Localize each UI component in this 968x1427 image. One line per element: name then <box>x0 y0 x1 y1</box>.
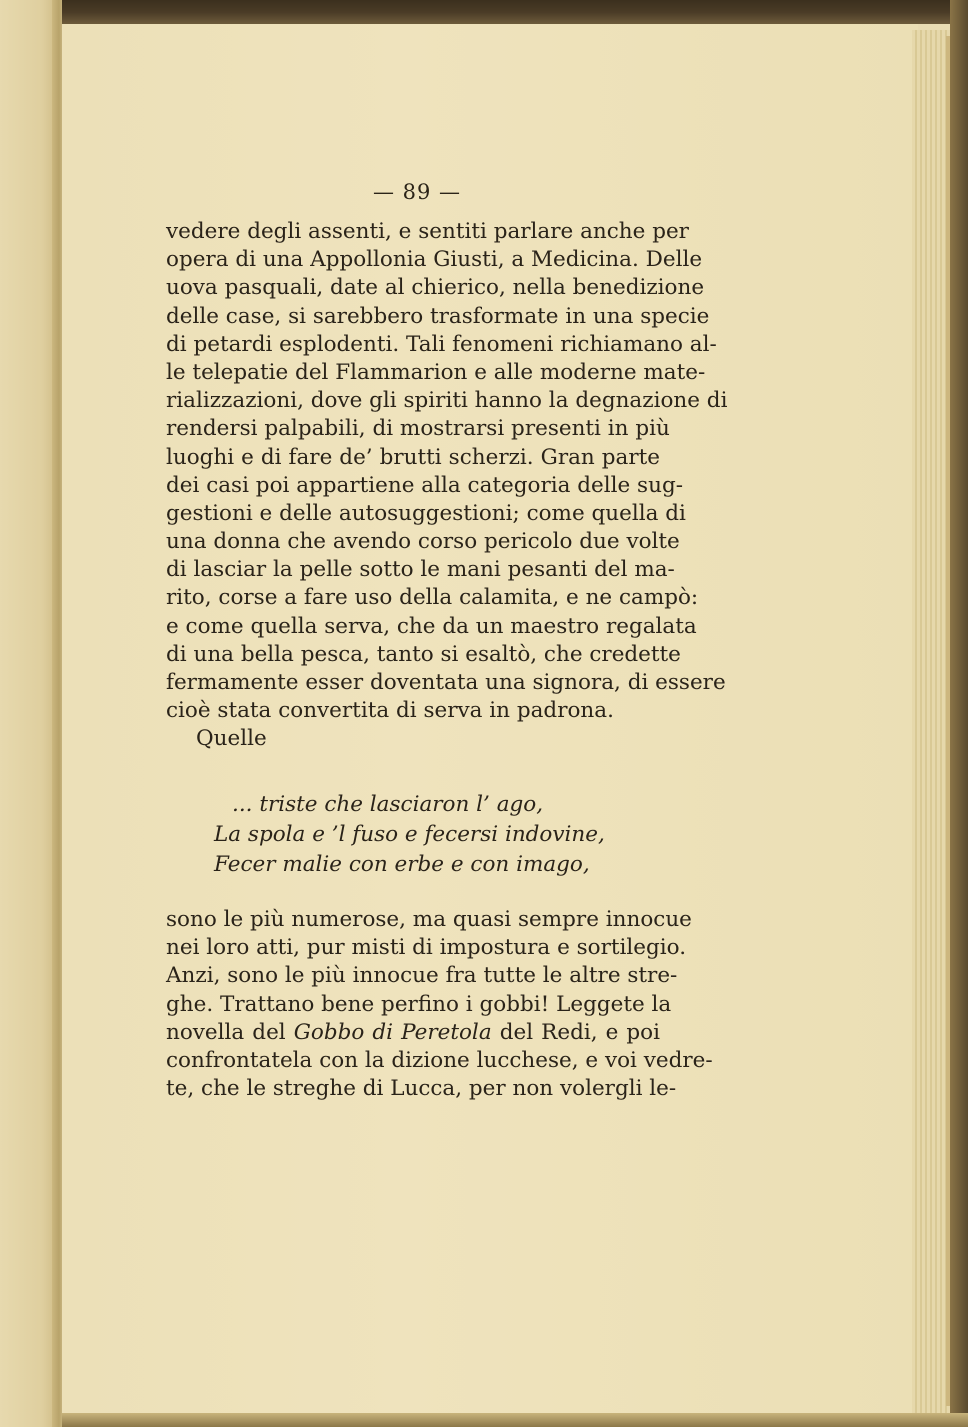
text-line: delle case, si sarebbero trasformate in una specie <box>166 303 710 329</box>
work-title: Gobbo di Peretola <box>293 1019 492 1045</box>
text-line: rializzazioni, dove gli spiriti hanno la degnazione di <box>166 388 728 414</box>
text-line <box>166 1019 660 1047</box>
text-line: le telepatie del Flammarion e alle moderne mate- <box>166 359 706 385</box>
text-line: di una bella pesca, tanto si esaltò, che credette <box>166 641 681 667</box>
text-line: rendersi palpabili, di mostrarsi presenti in più <box>166 416 670 442</box>
right-background <box>950 0 968 1427</box>
text-line: uova pasquali, date al chierico, nella benedizione <box>166 275 705 301</box>
text-line: di lasciar la pelle sotto le mani pesanti del ma- <box>166 557 675 583</box>
bottom-edge <box>62 1413 968 1427</box>
text-line: vedere degli assenti, e sentiti parlare anche per <box>166 219 689 244</box>
text-line: e come quella serva, che da un maestro regalata <box>166 613 697 639</box>
text-segment: novella del <box>166 1019 294 1045</box>
left-page-edge <box>0 0 60 1427</box>
text-line: sono le più numerose, ma quasi sempre innocue <box>166 907 692 932</box>
verse-line: Fecer malie con erbe e con imago, <box>214 852 590 877</box>
text-line: rito, corse a fare uso della calamita, e ne campò: <box>166 585 699 611</box>
text-line: gestioni e delle autosuggestioni; come quella di <box>166 500 686 526</box>
text-line: luoghi e di fare de’ brutti scherzi. Gran parte <box>166 444 660 470</box>
text-line: confrontatela con la dizione lucchese, e voi vedre- <box>166 1047 713 1073</box>
verse-quote <box>214 790 654 880</box>
text-line: cioè stata convertita di serva in padrona. <box>166 698 614 724</box>
text-line: opera di una Appollonia Giusti, a Medicina. Delle <box>166 247 703 273</box>
verse-line: ... triste che lasciaron l’ ago, <box>232 792 544 817</box>
paragraph-3 <box>166 906 713 1103</box>
page-number: — 89 — <box>372 180 462 204</box>
text-line: una donna che avendo corso pericolo due volte <box>166 529 680 555</box>
paragraph-1 <box>166 218 728 754</box>
text-line: fermamente esser doventata una signora, di essere <box>166 670 726 695</box>
text-line: nei loro atti, pur misti di impostura e sortilegio. <box>166 935 687 961</box>
text-line: ghe. Trattano bene perfino i gobbi! Leggete la <box>166 991 672 1017</box>
top-background <box>62 0 968 24</box>
text-segment: del Redi, e poi <box>491 1019 660 1045</box>
text-line: dei casi poi appartiene alla categoria delle sug- <box>166 472 683 498</box>
verse-line: La spola e ’l fuso e fecersi indovine, <box>214 822 605 847</box>
text-line: di petardi esplodenti. Tali fenomeni richiamano al- <box>166 331 717 357</box>
text-line: Anzi, sono le più innocue fra tutte le altre stre- <box>166 963 678 989</box>
paragraph-2-start: Quelle <box>196 726 267 752</box>
text-line: te, che le streghe di Lucca, per non volergli le- <box>166 1076 677 1102</box>
